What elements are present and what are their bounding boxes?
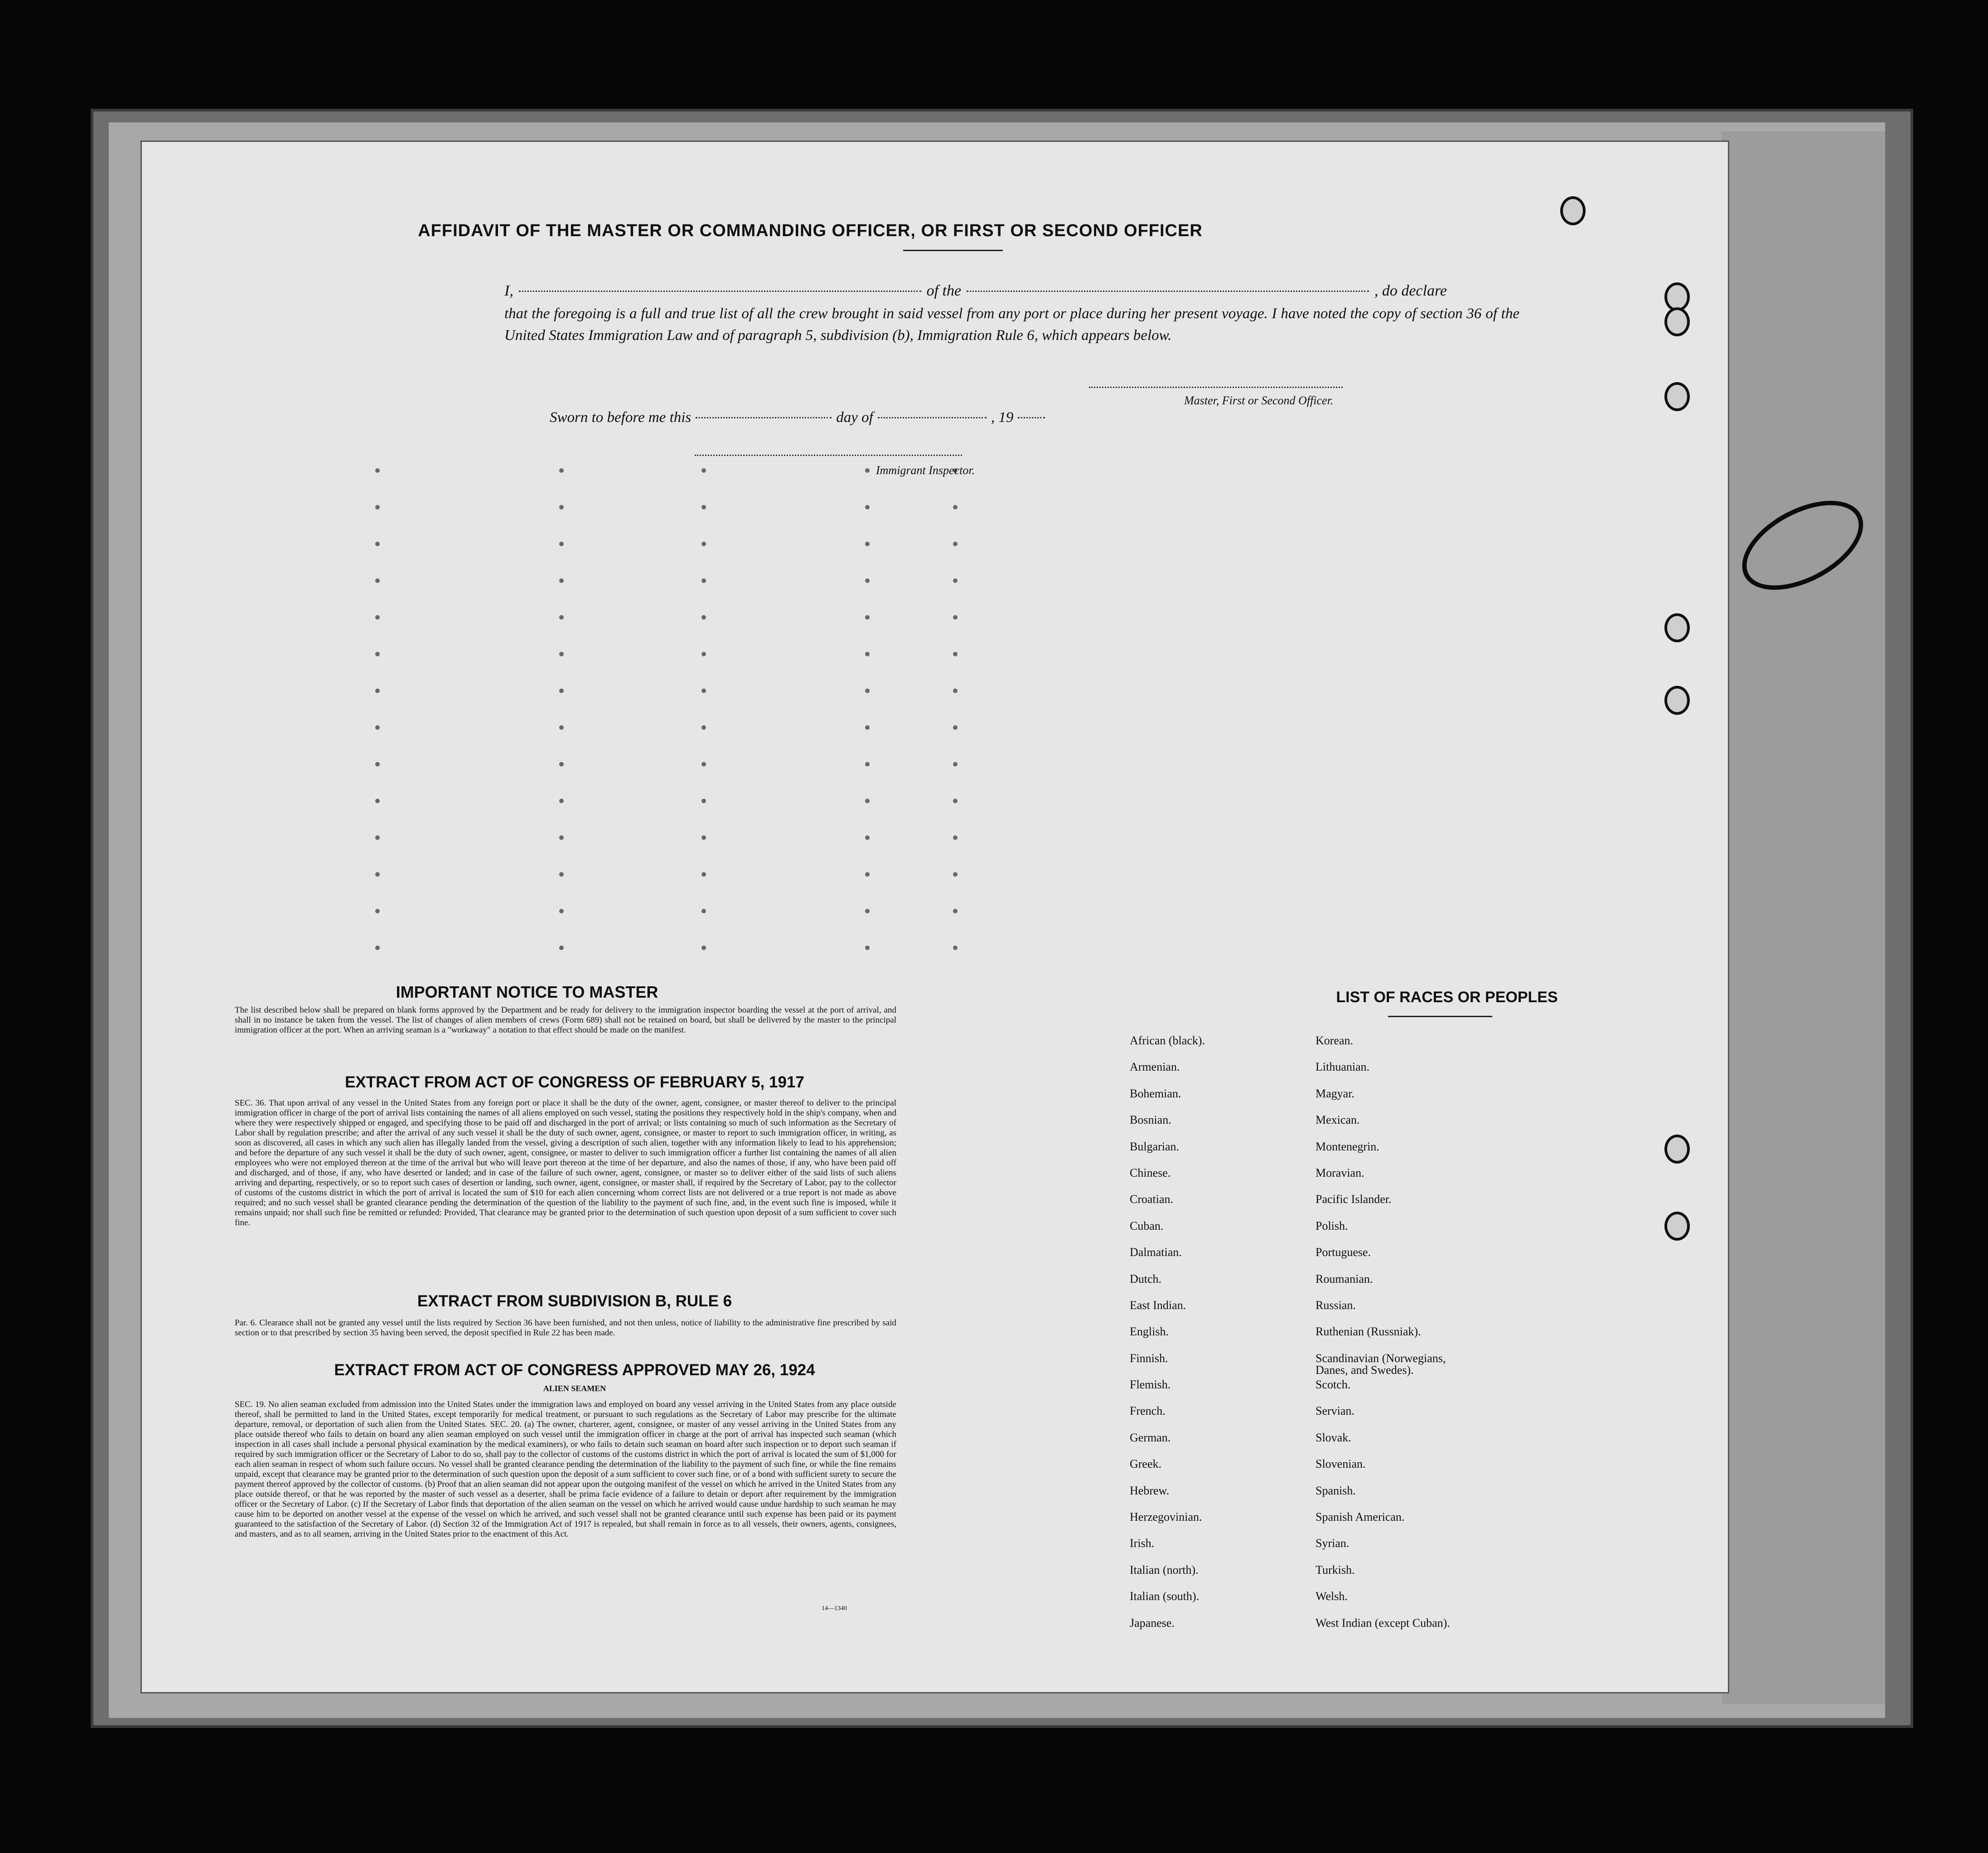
race-item: Moravian. [1316, 1166, 1364, 1179]
race-item: East Indian. [1130, 1298, 1186, 1312]
race-item: Japanese. [1130, 1616, 1175, 1630]
sworn-line [550, 409, 1275, 426]
bleed-dot [701, 762, 706, 766]
race-item: Irish. [1130, 1537, 1155, 1550]
bleed-dot [953, 615, 958, 620]
races-column-1 [1130, 1035, 1293, 1644]
race-item: Russian. [1316, 1298, 1356, 1312]
side-panel-shadow [1722, 131, 1885, 1704]
bleed-dot [559, 542, 564, 546]
bleed-dot [701, 946, 706, 950]
bleed-dot [375, 725, 380, 730]
sworn-prefix: Sworn to before me this [550, 409, 692, 426]
title-rule [903, 250, 1003, 251]
race-item: Chinese. [1130, 1166, 1171, 1179]
bleed-dot [865, 909, 870, 913]
bleed-dot [865, 725, 870, 730]
bleed-dot [701, 468, 706, 473]
affidavit-of-the: of the [926, 282, 962, 299]
bleed-dot [701, 909, 706, 913]
affidavit-i: I, [504, 282, 513, 299]
race-item: Italian (north). [1130, 1563, 1199, 1577]
bleed-dot [559, 652, 564, 656]
races-column-2 [1316, 1035, 1479, 1644]
bleed-dot [865, 762, 870, 766]
race-item: Greek. [1130, 1457, 1162, 1471]
race-item: Welsh. [1316, 1590, 1348, 1603]
bleed-dot [559, 762, 564, 766]
race-item: Armenian. [1130, 1060, 1180, 1074]
races-title: LIST OF RACES OR PEOPLES [1336, 989, 1558, 1006]
races-title-rule [1388, 1016, 1492, 1017]
race-item: Dutch. [1130, 1272, 1162, 1285]
race-item: Bosnian. [1130, 1113, 1171, 1127]
master-signature-line[interactable] [1089, 387, 1343, 388]
bleed-dot [559, 615, 564, 620]
sworn-year-blank[interactable] [1018, 417, 1045, 418]
master-signature-caption: Master, First or Second Officer. [1184, 394, 1334, 407]
bleed-dot [559, 689, 564, 693]
bleed-dot [375, 872, 380, 877]
bleed-dot [953, 505, 958, 509]
binding-hole [1664, 1212, 1690, 1241]
bleed-dot [375, 468, 380, 473]
race-item: Spanish American. [1316, 1510, 1405, 1524]
race-item: Portuguese. [1316, 1246, 1371, 1259]
extract-1924-subtitle: ALIEN SEAMEN [543, 1384, 606, 1393]
sworn-year: , 19 [991, 409, 1014, 426]
bleed-dot [953, 578, 958, 583]
bleed-dot [375, 799, 380, 803]
bleed-dot [375, 689, 380, 693]
bleed-dot [701, 799, 706, 803]
race-item: Dalmatian. [1130, 1246, 1182, 1259]
binding-hole [1664, 613, 1690, 642]
bleed-dot [701, 615, 706, 620]
bleed-dot [953, 872, 958, 877]
bleed-dot [701, 542, 706, 546]
bleed-dot [865, 505, 870, 509]
bleed-dot [865, 835, 870, 840]
binding-hole [1560, 196, 1586, 225]
bleed-dot [953, 835, 958, 840]
bleed-dot [559, 505, 564, 509]
race-item: Bulgarian. [1130, 1140, 1180, 1153]
bleed-dot [865, 799, 870, 803]
bleed-dot [953, 689, 958, 693]
binding-hole [1664, 686, 1690, 715]
affidavit-declaration-line [504, 282, 1447, 300]
bleed-dot [559, 578, 564, 583]
bleed-dot [559, 468, 564, 473]
race-item: West Indian (except Cuban). [1316, 1616, 1450, 1630]
bleed-dot [701, 725, 706, 730]
affidavit-body: that the foregoing is a full and true list of all the crew brought in said vessel from any port or place during her present voyage. I have noted the copy of section 36 of the United States Immigration Law and of paragraph 5, subdivision (b), Immigration Rule 6, which appears below. [504, 306, 1519, 344]
bleed-dot [953, 725, 958, 730]
bleed-dot [375, 835, 380, 840]
race-item: Roumanian. [1316, 1272, 1373, 1285]
bleed-dot [375, 652, 380, 656]
sworn-day-of: day of [836, 409, 873, 426]
binding-hole [1664, 382, 1690, 411]
race-item: Herzegovinian. [1130, 1510, 1202, 1524]
race-item: Slovak. [1316, 1431, 1351, 1444]
bleed-dot [559, 799, 564, 803]
bleed-dot [701, 835, 706, 840]
bleed-dot [865, 872, 870, 877]
bleed-dot [375, 946, 380, 950]
bleed-dot [701, 872, 706, 877]
race-item: Spanish. [1316, 1484, 1356, 1497]
bleed-dot [375, 542, 380, 546]
affidavit-title: AFFIDAVIT OF THE MASTER OR COMMANDING OFFICER, OR FIRST OR SECOND OFFICER [418, 221, 1203, 240]
bleed-dot [865, 615, 870, 620]
extract-1924-title: EXTRACT FROM ACT OF CONGRESS APPROVED MAY 26, 1924 [334, 1361, 815, 1379]
race-item: Slovenian. [1316, 1457, 1366, 1471]
bleed-dot [865, 652, 870, 656]
bleed-dot [701, 652, 706, 656]
vessel-name-blank[interactable] [967, 291, 1369, 292]
race-item: Flemish. [1130, 1378, 1171, 1392]
race-item: Servian. [1316, 1404, 1354, 1418]
bleed-dot [559, 835, 564, 840]
race-item: Syrian. [1316, 1537, 1350, 1550]
bleed-dot [375, 505, 380, 509]
bleed-dot [953, 799, 958, 803]
binding-hole [1664, 1135, 1690, 1164]
bleed-dot [865, 578, 870, 583]
bleed-dot [375, 578, 380, 583]
bleed-dot [953, 909, 958, 913]
race-item: English. [1130, 1325, 1169, 1339]
race-item: Lithuanian. [1316, 1060, 1370, 1074]
sworn-day-blank[interactable] [696, 417, 832, 418]
race-item: Italian (south). [1130, 1590, 1200, 1603]
race-item: Polish. [1316, 1219, 1348, 1232]
bleed-dot [375, 909, 380, 913]
master-name-blank[interactable] [519, 291, 921, 292]
affidavit-declare: , do declare [1374, 282, 1447, 299]
race-item: Pacific Islander. [1316, 1193, 1392, 1206]
race-item: Mexican. [1316, 1113, 1360, 1127]
bleed-dot [701, 578, 706, 583]
race-item: Turkish. [1316, 1563, 1355, 1577]
race-item: Hebrew. [1130, 1484, 1170, 1497]
form-number: 14—1340 [822, 1605, 847, 1612]
bleed-dot [953, 652, 958, 656]
notice-title: IMPORTANT NOTICE TO MASTER [396, 983, 658, 1001]
bleed-dot [865, 689, 870, 693]
extract-rule6-title: EXTRACT FROM SUBDIVISION B, RULE 6 [417, 1292, 732, 1310]
binding-hole [1664, 307, 1690, 336]
bleed-dot [865, 468, 870, 473]
bleed-dot [559, 909, 564, 913]
race-item: African (black). [1130, 1034, 1205, 1047]
race-item: Bohemian. [1130, 1087, 1181, 1100]
bleed-dot [559, 872, 564, 877]
race-item: Scotch. [1316, 1378, 1351, 1392]
race-item: Magyar. [1316, 1087, 1354, 1100]
race-item: Cuban. [1130, 1219, 1164, 1232]
notice-text: The list described below shall be prepared on blank forms approved by the Department and be ready for delivery to the immigration inspector boarding the vessel at the port of arrival, and shall in no instance be taken from the vessel. The list of changes of alien members of crews (Form 689) shall not be retained on board, but shall be delivered by the master to the principal immigration officer at the port. When an arriving seaman is a "workaway" a notation to that effect should be made on the manifest. [235, 1005, 896, 1035]
bleed-dot [701, 689, 706, 693]
sworn-month-blank[interactable] [878, 417, 987, 418]
race-item: French. [1130, 1404, 1166, 1418]
bleed-dot [953, 542, 958, 546]
bleed-dot [375, 615, 380, 620]
bleed-dot [865, 542, 870, 546]
race-item: German. [1130, 1431, 1171, 1444]
bleed-dot [375, 762, 380, 766]
inspector-signature-line[interactable] [695, 455, 962, 456]
bleed-dot [865, 946, 870, 950]
bleed-dot [953, 946, 958, 950]
extract-1924-text: SEC. 19. No alien seaman excluded from admission into the United States under the immigration laws and employed on board any vessel arriving in the United States from any place outside thereof, shall be permitted to land in the United States, except temporarily for medical treatment, or pursuant to such regulations as the Secretary of Labor may prescribe for the ultimate departure, removal, or deportation of such alien from the United States. SEC. 20. (a) The owner, charterer, agent, consignee, or master of any vessel arriving in the United States from any place outside thereof who fails to detain on board any alien seaman employed on such vessel until the immigration officer in charge at the port of arrival has inspected such seaman (which inspection in all cases shall include a personal physical examination by the medical examiners), or who fails to detain such seaman on board after such inspection or to deport such seaman if required by such immigration officer or the Secretary of Labor to do so, shall pay to the collector of customs of the customs district in which the port of arrival is located the sum of $1,000 for each alien seaman in respect of whom such failure occurs. No vessel shall be granted clearance pending the determination of the liability to the payment of such fine, or while the fine remains unpaid, except that clearance may be granted prior to the determination of such question upon the deposit of a sum sufficient to cover such fine, or of a bond with sufficient surety to secure the payment thereof approved by the collector of customs. (b) Proof that an alien seaman did not appear upon the outgoing manifest of the vessel on which he arrived in the United States from any place outside thereof, or that he was reported by the master of such vessel as a deserter, shall be prima facie evidence of a failure to detain or deport after requirement by the immigration officer or the Secretary of Labor. (c) If the Secretary of Labor finds that deportation of the alien seaman on the vessel on which he arrived would cause undue hardship to such seaman he may cause him to be deported on another vessel at the expense of the vessel on which he arrived, and such vessel shall not be granted clearance until such expense has been paid or its payment guaranteed to the satisfaction of the Secretary of Labor. (d) Section 32 of the Immigration Act of 1917 is repealed, but shall remain in force as to all vessels, their owners, agents, consignees, and masters, and as to all seamen, arriving in the United States prior to the enactment of this Act. [235, 1400, 896, 1539]
race-item: Ruthenian (Russniak). [1316, 1325, 1421, 1339]
inspector-signature-caption: Immigrant Inspector. [876, 464, 975, 477]
manifest-sheet [140, 141, 1729, 1693]
race-item: Croatian. [1130, 1193, 1174, 1206]
race-item: Korean. [1316, 1034, 1354, 1047]
extract-1917-text: SEC. 36. That upon arrival of any vessel in the United States from any foreign port or place it shall be the duty of the owner, agent, consignee, or master thereof to deliver to the principal immigration officer in charge of the port of arrival lists containing the names of all aliens employed on such vessel, stating the positions they respectively hold in the ship's company, when and where they were respectively shipped or engaged, and specifying those to be paid off and discharged in the port of arrival; or lists containing so much of such information as the Secretary of Labor shall by regulation prescribe; and after the arrival of any such vessel it shall be the duty of such owner, agent, consignee, or master to report to such immigration officer, in writing, as soon as discovered, all cases in which any such alien has illegally landed from the vessel, giving a description of such alien, together with any information likely to lead to his apprehension; and before the departure of any such vessel it shall be the duty of such owner, agent, consignee, or master to deliver to such immigration officer a further list containing the names of all alien employees who were not employed thereon at the time of the arrival but who will leave port thereon at the time of her departure, and also the names of those, if any, who have been paid off and discharged, and of those, if any, who have deserted or landed; and in case of the failure of such owner, agent, consignee, or master so to deliver either of the said lists of such aliens arriving and departing, respectively, or so to report such cases of desertion or landing, such owner, agent, consignee, or master shall, if required by the Secretary of Labor, pay to the collector of customs of the customs district in which the port of arrival is located the sum of $10 for each alien concerning whom correct lists are not delivered or a true report is not made as above required; and no such vessel shall be granted clearance pending the determination of the question of the liability to the payment of such fine, and, in the event such fine is imposed, while it remains unpaid; nor shall such fine be remitted or refunded: Provided, That clearance may be granted prior to the determination of such question upon deposit of a sum sufficient to cover such fine. [235, 1098, 896, 1227]
race-item: Scandinavian (Norwegians, Danes, and Swedes). [1316, 1351, 1446, 1377]
race-item: Finnish. [1130, 1351, 1168, 1365]
bleed-dot [559, 946, 564, 950]
bleed-dot [701, 505, 706, 509]
extract-1917-title: EXTRACT FROM ACT OF CONGRESS OF FEBRUARY 5, 1917 [345, 1073, 804, 1091]
bleed-dot [559, 725, 564, 730]
race-item: Montenegrin. [1316, 1140, 1379, 1153]
bleed-dot [953, 762, 958, 766]
extract-rule6-text: Par. 6. Clearance shall not be granted any vessel until the lists required by Section 36 have been furnished, and not then unless, notice of liability to the administrative fine prescribed by said section or to that prescribed by section 35 having been served, the deposit specified in Rule 22 has been made. [235, 1318, 896, 1338]
